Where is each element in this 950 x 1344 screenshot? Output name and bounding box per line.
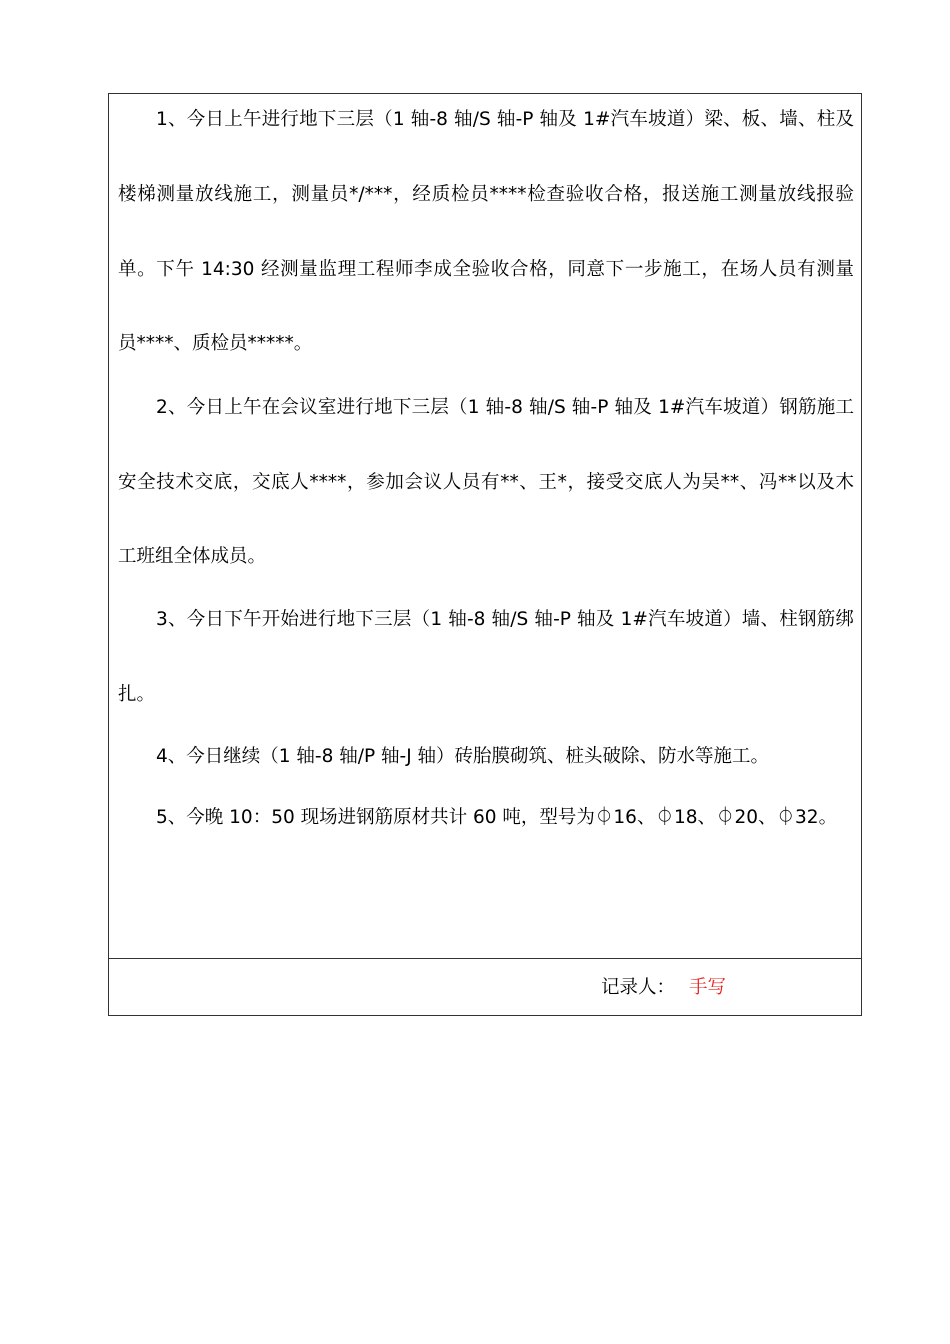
log-item-3-line-1: 3、今日下午开始进行地下三层（1 轴-8 轴/S 轴-P 轴及 1#汽车坡道）墙、柱钢筋绑: [156, 609, 854, 630]
recorder-label: 记录人：: [601, 977, 676, 998]
construction-log-table: [108, 93, 862, 1016]
log-item-5: 5、今晚 10：50 现场进钢筋原材共计 60 吨，型号为⏀16、⏀18、⏀20、⏀32。: [156, 807, 838, 828]
log-item-1-line-1: 1、今日上午进行地下三层（1 轴-8 轴/S 轴-P 轴及 1#汽车坡道）梁、板、墙、柱及: [156, 109, 854, 130]
log-item-1-line-3: 单。下午 14:30 经测量监理工程师李成全验收合格，同意下一步施工，在场人员有测量: [118, 259, 854, 280]
log-item-2-line-2: 安全技术交底，交底人****，参加会议人员有**、王*，接受交底人为吴**、冯**以及木: [118, 472, 854, 493]
log-item-2-line-1: 2、今日上午在会议室进行地下三层（1 轴-8 轴/S 轴-P 轴及 1#汽车坡道）钢筋施工: [156, 397, 854, 418]
log-item-2-line-3: 工班组全体成员。: [118, 546, 267, 567]
log-item-4: 4、今日继续（1 轴-8 轴/P 轴-J 轴）砖胎膜砌筑、桩头破除、防水等施工。: [156, 746, 770, 767]
recorder-signature: 手写: [689, 977, 727, 998]
recorder-field: [601, 976, 726, 1000]
log-content-cell: [109, 94, 861, 959]
log-item-3-line-2: 扎。: [118, 684, 156, 705]
log-item-1-line-4: 员****、质检员*****。: [118, 333, 313, 354]
log-item-1-line-2: 楼梯测量放线施工，测量员*/***，经质检员****检查验收合格，报送施工测量放线报验: [118, 184, 854, 205]
